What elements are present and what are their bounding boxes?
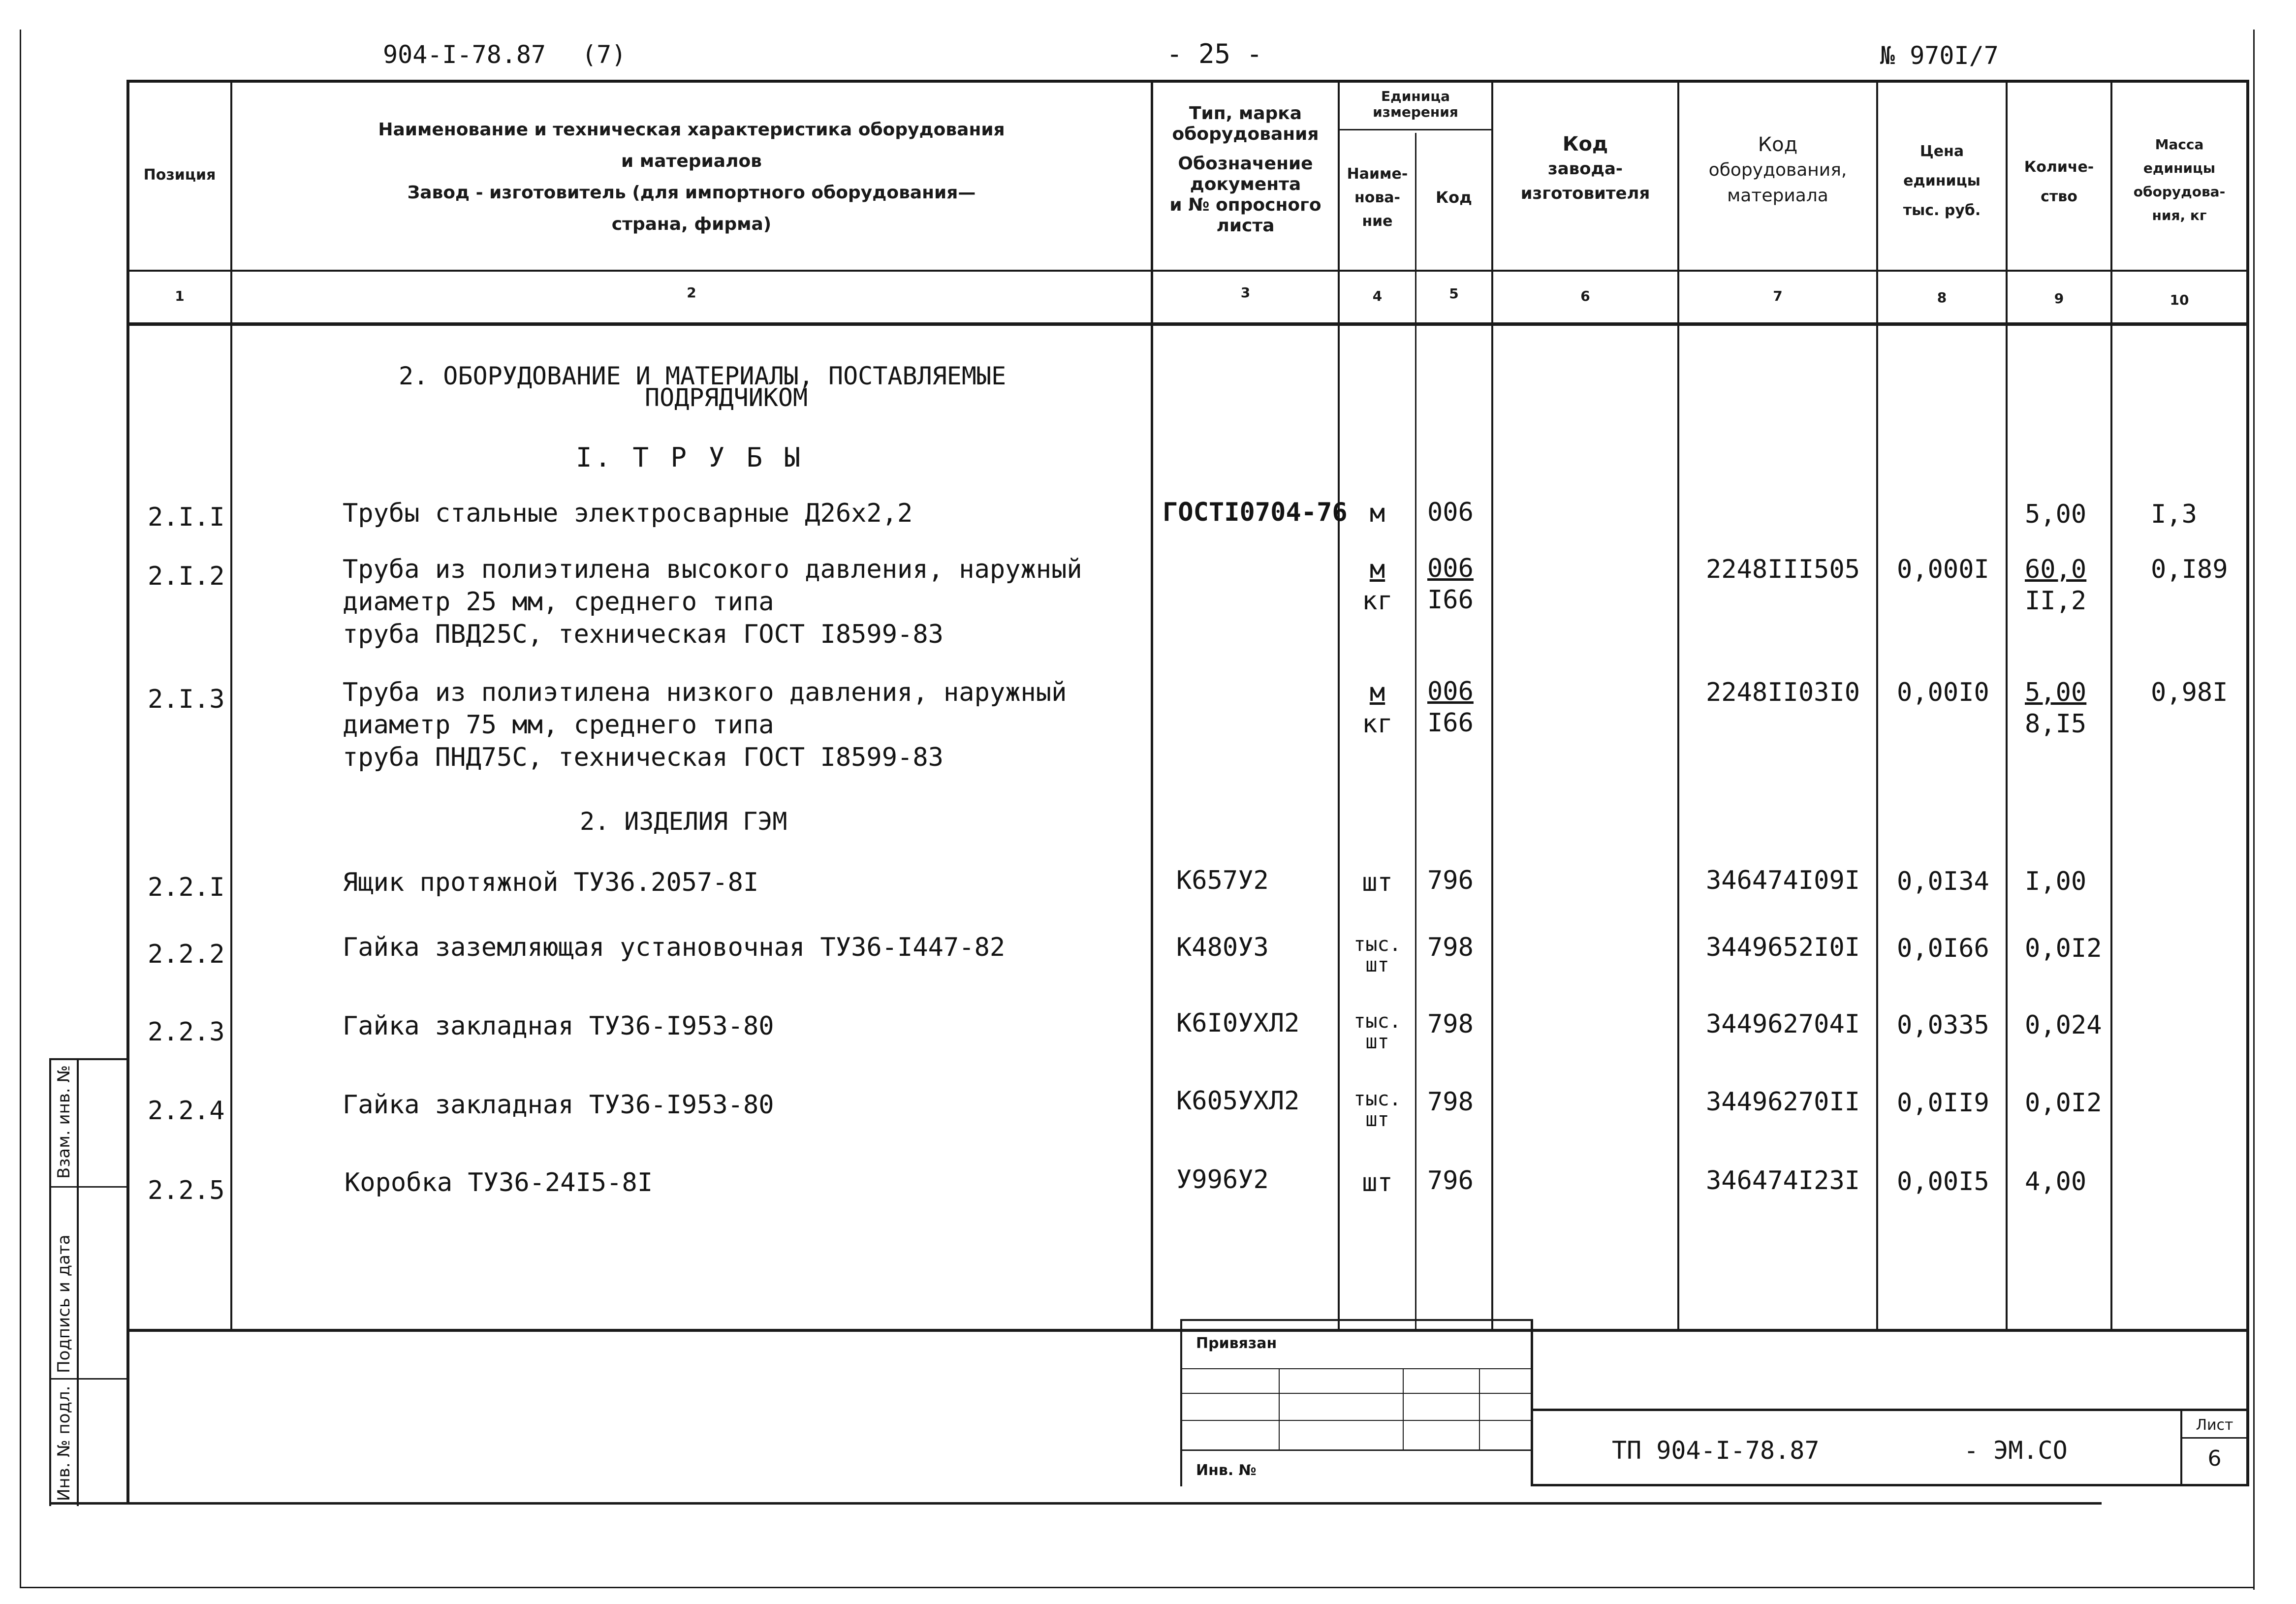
row-price: 0,0II9 [1897,1088,1989,1118]
attach-box-right [1531,1319,1533,1486]
row-unit: шт [1362,868,1393,897]
row-quantity: I,00 [2025,867,2087,896]
row-mass: 0,98I [2151,678,2228,707]
col-number: 8 [1937,289,1947,306]
row-type: У996У2 [1176,1165,1269,1195]
row-unit-code: 006 [1427,554,1474,583]
col-line-9 [2110,80,2112,1330]
header-price-line: Цена [1919,143,1964,160]
row-unit: м [1369,555,1385,584]
col-number: 3 [1240,284,1251,301]
header-type-line: Тип, марка [1189,103,1302,124]
row-name: Гайка заземляющая установочная ТУ36-I447-82 [343,933,1006,962]
title-block-top [1533,1409,2247,1411]
row-position: 2.I.2 [148,562,225,591]
row-quantity: II,2 [2025,586,2087,616]
row-quantity: 4,00 [2025,1167,2087,1196]
outer-bottom [20,1587,2254,1588]
row-type: К657У2 [1176,866,1269,895]
document-code: 904-I-78.87 [383,40,546,69]
sheet-reference: (7) [582,40,627,69]
row-unit: шт [1362,1168,1393,1197]
header-equipment-code [1679,132,1876,209]
row-quantity: 60,0 [2025,555,2087,584]
row-name: Коробка ТУ36-24I5-8I [345,1168,653,1197]
header-name-line: и материалов [621,151,762,171]
header-name-line: Наименование и техническая характеристика оборудования [378,120,1005,140]
header-unit-line: Единица [1381,88,1450,104]
row-mass: I,3 [2151,500,2197,529]
row-quantity: 0,024 [2025,1010,2102,1040]
row-equipment-code: 344962704I [1706,1009,1860,1039]
row-name: Ящик протяжной ТУ36.2057-8I [343,868,759,897]
row-unit-line: шт [1365,1031,1389,1053]
project-code: ТП 904-I-78.87 [1612,1436,1820,1465]
col-number: 2 [687,284,696,301]
sheet-label: Лист [2196,1416,2233,1434]
header-mass-line: оборудова- [2133,184,2226,200]
row-position: 2.I.3 [148,685,225,714]
header-type-line: документа [1190,174,1301,194]
col-line-7 [1876,80,1878,1330]
attach-row-line [1180,1420,1531,1421]
header-unit-name-line: Наиме- [1347,165,1408,183]
row-name: Трубы стальные электросварные Д26х2,2 [343,499,913,528]
row-position: 2.2.2 [148,940,225,969]
row-quantity: 5,00 [2025,678,2087,707]
header-type-line: листа [1216,216,1275,236]
header-quantity [2008,153,2110,212]
attach-box-left [1180,1319,1182,1486]
subsection-pipes: I. Т Р У Б Ы [576,442,804,473]
col-number: 7 [1773,288,1783,304]
header-unit [1340,89,1491,120]
row-name: Гайка закладная ТУ36-I953-80 [343,1011,774,1041]
header-unit-name-line: нова- [1354,189,1401,206]
side-strip-top [49,1058,128,1060]
col-number: 6 [1580,288,1590,304]
row-unit-code: 798 [1427,1009,1474,1039]
page-number: - 25 - [1166,38,1263,69]
row-type: К480У3 [1176,933,1269,962]
col-number: 4 [1372,288,1383,304]
numbers-line [128,322,2249,326]
row-unit: м [1369,499,1385,528]
header-unit-code: Код [1436,188,1472,207]
outer-left [20,30,21,1587]
row-equipment-code: 3449652I0I [1706,933,1860,962]
row-unit-code: I66 [1427,585,1474,615]
header-line [128,270,2249,272]
side-strip-left [49,1058,51,1506]
row-type: К605УХЛ2 [1176,1086,1300,1116]
row-position: 2.2.I [148,873,225,902]
row-price: 0,0335 [1897,1010,1989,1040]
row-unit: кг [1362,709,1393,739]
row-position: 2.I.I [148,503,225,532]
row-name: диаметр 25 мм, среднего типа [343,587,774,617]
row-unit-code: 798 [1427,1087,1474,1117]
header-name-line: Завод - изготовитель (для импортного оборудования— [407,183,976,203]
row-equipment-code: 34496270II [1706,1087,1860,1117]
row-price: 0,00I5 [1897,1167,1989,1196]
header-equip-line: оборудования, [1708,160,1847,180]
row-mass: 0,I89 [2151,555,2228,584]
col-line-8 [2006,80,2008,1330]
header-type-line: Обозначение [1178,154,1313,174]
header-qty-line: ство [2041,188,2077,205]
col-line-2 [1151,80,1153,1330]
section-title [399,362,1006,412]
header-equip-line: Код [1758,133,1798,156]
header-unit-line: измерения [1373,104,1458,120]
replace-inventory-label: Взам. инв. № [54,1065,74,1179]
header-price-line: единицы [1903,172,1981,189]
row-name: Гайка закладная ТУ36-I953-80 [343,1090,774,1120]
header-name-line: страна, фирма) [611,214,772,234]
col-number: 10 [2170,292,2189,308]
row-unit-line: тыс. [1353,1088,1401,1110]
row-unit: м [1369,678,1385,707]
row-quantity: 8,I5 [2025,709,2087,739]
header-type-line: и № опросного [1169,195,1321,215]
inventory-number-label: Инв. № [1196,1462,1257,1479]
row-quantity: 0,0I2 [2025,1088,2102,1118]
original-inventory-label: Инв. № подл. [54,1385,74,1501]
header-plant-line: завода- [1547,159,1623,179]
header-equip-line: материала [1727,186,1828,206]
row-name: Труба из полиэтилена высокого давления, наружный [343,555,1082,584]
col-line-6 [1677,80,1679,1330]
header-mass-line: единицы [2143,160,2216,176]
row-equipment-code: 2248II03I0 [1706,678,1860,707]
row-quantity: 5,00 [2025,500,2087,529]
header-plant-line: Код [1562,133,1608,156]
row-price: 0,00I0 [1897,678,1989,707]
section-title-line: ПОДРЯДЧИКОМ [645,383,808,412]
row-equipment-code: 346474I09I [1706,866,1860,895]
section-title-line: 2. ОБОРУДОВАНИЕ И МАТЕРИАЛЫ, ПОСТАВЛЯЕМЫЕ [399,362,1006,390]
row-unit-code: 796 [1427,866,1474,895]
row-unit [1340,1089,1415,1130]
row-unit-code: 796 [1427,1166,1474,1195]
header-price [1878,137,2006,225]
sheet-number: 6 [2207,1446,2222,1471]
row-equipment-code: 346474I23I [1706,1166,1860,1195]
frame-bottom [49,1502,2102,1505]
attach-row-line [1180,1449,1531,1451]
attach-box-top [1180,1319,1533,1321]
row-unit-line: шт [1365,954,1389,976]
frame-right [2246,80,2249,1485]
row-name: труба ПВД25С, техническая ГОСТ I8599-83 [343,620,944,649]
row-unit-code: 006 [1427,677,1474,706]
row-price: 0,0I34 [1897,867,1989,896]
col-line-4 [1415,133,1416,1330]
attach-col-line [1403,1368,1404,1449]
row-unit: кг [1362,586,1393,616]
header-mass-line: Масса [2155,136,2204,153]
attach-col-line [1479,1368,1480,1449]
row-type: ГОСТI0704-76 [1163,498,1348,527]
attach-row-line [1180,1393,1531,1394]
attach-row-line [1180,1368,1531,1369]
col-line-1 [230,80,232,1330]
side-strip-divider [49,1186,128,1188]
row-type: К6I0УХЛ2 [1176,1008,1300,1038]
row-unit-line: тыс. [1353,933,1401,956]
row-quantity: 0,0I2 [2025,934,2102,963]
row-position: 2.2.4 [148,1096,225,1126]
header-unit-name [1340,162,1415,233]
header-qty-line: Количе- [2024,158,2094,176]
col-number: 5 [1449,285,1459,302]
header-plant-code [1493,132,1677,206]
header-name [232,114,1151,240]
signature-date-label: Подпись и дата [54,1234,74,1373]
row-position: 2.2.3 [148,1017,225,1047]
row-price: 0,0I66 [1897,934,1989,963]
row-price: 0,000I [1897,555,1989,584]
sheet-box-divider [2180,1437,2247,1439]
stamp-top-line [128,1329,2249,1332]
document-mark: - ЭМ.СО [1964,1436,2068,1465]
header-mass-line: ния, кг [2152,207,2207,223]
header-type [1153,103,1338,236]
row-unit [1340,1011,1415,1052]
row-position: 2.2.5 [148,1176,225,1205]
album-number: № 970I/7 [1880,41,1999,70]
outer-right [2253,30,2255,1590]
side-strip-right [77,1058,79,1506]
col-line-5 [1491,80,1493,1330]
header-unit-name-line: ние [1362,213,1393,230]
attached-label: Привязан [1196,1335,1277,1352]
col-number: 1 [175,288,185,304]
frame-top [128,80,2249,83]
header-price-line: тыс. руб. [1903,202,1981,219]
row-unit-line: тыс. [1353,1010,1401,1033]
unit-group-line [1338,129,1491,130]
row-name: труба ПНД75С, техническая ГОСТ I8599-83 [343,743,944,772]
row-name: диаметр 75 мм, среднего типа [343,710,774,740]
row-unit-code: 006 [1427,498,1474,527]
col-number: 9 [2054,290,2064,307]
row-unit-code: 798 [1427,933,1474,962]
row-unit-line: шт [1365,1108,1389,1131]
row-equipment-code: 2248III505 [1706,555,1860,584]
row-unit [1340,934,1415,975]
attach-col-line [1279,1368,1280,1449]
stamp-bottom-line [1531,1484,2249,1486]
row-unit-code: I66 [1427,708,1474,738]
header-position: Позиция [143,166,216,184]
subsection-gem: 2. ИЗДЕЛИЯ ГЭМ [580,807,787,836]
row-name: Труба из полиэтилена низкого давления, наружный [343,678,1067,707]
header-mass [2112,133,2246,227]
header-type-line: оборудования [1172,124,1319,144]
side-strip-divider [49,1378,128,1380]
header-plant-line: изготовителя [1520,184,1650,203]
